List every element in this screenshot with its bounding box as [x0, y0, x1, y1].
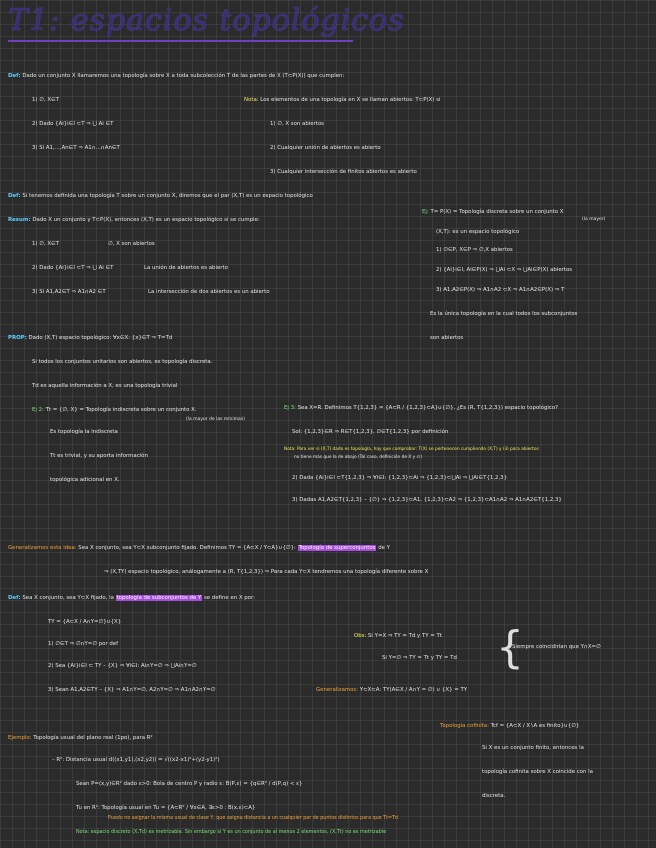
ex-top-heading [422, 210, 563, 216]
ex2-sub: (la mayor de las mínimas) [186, 417, 245, 422]
def1-text: Dado un conjunto X llamaremos una topología sobre X a toda subcolección T de las partes de X (T⊂P(X)) que cumplen: [22, 73, 345, 79]
def3-text: Sea X conjunto, sea Y⊂X fijado, la [22, 595, 114, 601]
def2-text: Si tenemos definida una topología T sobre un conjunto X, diremos que el par (X,T) es un espacio topológico [22, 193, 313, 199]
def1-label: Def: [8, 73, 21, 79]
euclid-line-1: – R²: Distancia usual d((x1,y1),(x2,y2)) = √((x2-x1)²+(y2-y1)²) [52, 757, 220, 763]
def1-item-2: 2) Dado {Ai}i∈I ⊂T ⇒ ⋃ Ai ∈T [32, 121, 114, 127]
gen-line-2: ⇒ (X,TY) espacio topológico, análogamente a (R, T{1,2,3}) ⇒ Para cada Y⊂X tendremos una topología diferente sobre X [104, 569, 429, 575]
ex3-text: Sea X=R. Definimos T{1,2,3} = {A⊂R / {1,2,3}⊂A}∪{∅}, ¿Es (R, T{1,2,3}) espacio topológico? [297, 405, 559, 411]
def3-heading [8, 596, 255, 602]
def3-item-1: 1) ∅∈T ⇒ ∅∩Y=∅ por def [48, 641, 119, 647]
resumen-item-3: 3) Si A1,A2∈T ⇒ A1∩A2 ∈T [32, 289, 106, 295]
gen-heading [8, 546, 390, 552]
resumen-heading [8, 218, 260, 224]
ex2-text: Tt = {∅, X} = Topología indiscreta sobre un conjunto X. [45, 407, 197, 413]
ex3-note: Nota: Para ver si (X,T) dado es topología, hay que comprobar: T(X) se pertenecen cumpliendo (X,T) y (ii) para abiertos [284, 447, 539, 452]
obs-label: Obs: [354, 633, 367, 639]
ex3-line-2: 2) Dada {Ai}i∈I ⊂T{1,2,3} ⇒ ∀i∈I: {1,2,3}⊂Ai ⇒ {1,2,3}⊂⋃Ai ⇒ ⋃Ai∈T{1,2,3} [292, 475, 508, 481]
gen2-text: Y⊂X⊂A: TY(A∈X / A∩Y = ∅) ∪ {X} = TY [359, 687, 468, 693]
note1-item-3: 3) Cualquier intersección de finitos abiertos es abierto [270, 169, 417, 175]
cofinite-line-2: topología cofinita sobre X coincide con la [482, 769, 593, 775]
resumen-item-2: 2) Dado {Ai}i∈I ⊂T ⇒ ⋃ Ai ∈T [32, 265, 114, 271]
euclid-label: Ejemplo: [8, 735, 32, 741]
euclid-line-2: Sean P=(x,y)∈R² dado ε>0: Bola de centro P y radio ε: B(P,ε) = {q∈R² / d(P,q) < ε} [76, 781, 303, 787]
resumen-item-2-note: La unión de abiertos es abierto [144, 265, 228, 271]
cofinite-line-3: discreta. [482, 793, 506, 799]
def2-label: Def: [8, 193, 21, 199]
note1-label: Nota: [244, 97, 259, 103]
ex2-line-1: Es topología la indiscreta [50, 429, 118, 435]
obs-line-1 [354, 634, 442, 640]
note1-item-1: 1) ∅, X son abiertos [270, 121, 324, 127]
def3-item-0: TY = {A⊂X / A∩Y=∅}∪{X} [48, 619, 122, 625]
ex3-label: Ej 3: [284, 405, 296, 411]
prop-line-1: Si todos los conjuntos unitarios son abiertos, es topología discreta. [32, 359, 213, 365]
prop-text: Dado (X,T) espacio topológico: ∀x∈X: {x}∈T ⇒ T=Td [28, 335, 173, 341]
ex-top-item-3: 3) A1,A2∈P(X) ⇒ A1∩A2 ⊂X ⇒ A1∩A2∈P(X) ⇒ T [436, 287, 565, 293]
resumen-item-1: 1) ∅, X∈T [32, 241, 60, 247]
euclid-line-3: Tu en R²: Topología usual en Tu = {A⊂R² / ∀x∈A, ∃ε>0 : B(x,ε)⊂A} [76, 805, 256, 811]
gen-tail: de Y [378, 545, 390, 551]
note1-text: Los elementos de una topología en X se llaman abiertos: T⊂P(X) si [260, 97, 441, 103]
ex-top-item-1: 1) ∅∈P, X∈P ⇒ ∅,X abiertos [436, 247, 513, 253]
cofinite-label: Topología cofinita: [440, 723, 489, 729]
ex2-line-3: topológica adicional en X. [50, 477, 120, 483]
note1-item-2: 2) Cualquier unión de abiertos es abierto [270, 145, 381, 151]
ex-top-sub: (la mayor) [582, 217, 606, 222]
ex2-heading [32, 408, 197, 414]
ex2-line-2: Tt es trivial, y su aporta información [50, 453, 148, 459]
ex3-heading [284, 406, 558, 412]
ex-top-item-2: 2) {Ai}i∈I, Ai∈P(X) ⇒ ⋃Ai ⊂X ⇒ ⋃Ai∈P(X) abiertos [436, 267, 573, 273]
prop-line-2: Td es aquella información a X, es una topología trivial [32, 383, 178, 389]
euclid-green-note: Nota: espacio discreto (X,Td) es metrizable. Sin embargo si Y es un conjunto de al menos 2 elementos, (X,Tt) no es metrizable [76, 829, 387, 835]
gen-label: Generalizamos esta idea: [8, 545, 77, 551]
euclid-heading [8, 736, 153, 742]
def3-tail: se define en X por: [203, 595, 255, 601]
resumen-item-3-note: La intersección de dos abiertos es un abierto [148, 289, 270, 295]
prop-label: PROP: [8, 335, 27, 341]
title-underline [8, 40, 353, 42]
resumen-label: Resum: [8, 217, 31, 223]
resumen-item-1-note: ∅, X son abiertos [108, 241, 155, 247]
def3-label: Def: [8, 595, 21, 601]
euclid-text: Topología usual del plano real (1po), para R² [33, 735, 153, 741]
def2-heading [8, 194, 313, 200]
euclid-orange-note: Puedo no asignar la misma usual de clase Y, que asigna distancia a un cualquier par de puntos distintos para que Tt=Td [108, 816, 398, 821]
cofinite-line-1: Si X es un conjunto finito, entonces la [482, 745, 584, 751]
def3-item-2: 2) Sea {Ai}i∈I ⊂ TY – {X} ⇒ ∀i∈I: Ai∩Y=∅ ⇒ ⋃Ai∩Y=∅ [48, 663, 197, 669]
ex2-label: Ej 2: [32, 407, 44, 413]
gen-text: Sea X conjunto, sea Y⊂X subconjunto fijado. Definimos TY = {A⊂X / Y⊂A}∪{∅}: [78, 545, 296, 551]
gen2-label: Generalizamos: [316, 687, 359, 693]
obs-line-1-text: Si Y=X ⇒ TY = Td y TY = Tt [368, 633, 442, 639]
ex-top-text: T= P(X) = Topología discreta sobre un conjunto X [430, 209, 564, 215]
def1-heading [8, 74, 344, 80]
resumen-text: Dado X un conjunto y T⊂P(X), entonces (X,T) es un espacio topológico si se cumple: [32, 217, 260, 223]
cofinite-heading [440, 724, 579, 730]
page-title: T1: espacios topológicos [8, 3, 405, 38]
obs-side: Siempre coincidirían que Y∩X=∅ [512, 644, 601, 650]
note1-heading [244, 98, 440, 104]
prop-heading [8, 336, 172, 342]
def1-item-3: 3) Si A1,...,An∈T ⇒ A1∩...∩An∈T [32, 145, 120, 151]
obs-line-2: Si Y=∅ ⇒ TY = Tt y TY = Td [382, 655, 457, 661]
obs-brace: { [496, 622, 524, 673]
gen2-heading [316, 688, 467, 694]
gen-highlight: Topología de superconjuntos [298, 545, 376, 551]
ex3-line-1: Sol: {1,2,3}∈R ⇒ R∈T{1,2,3}, ∅∈T{1,2,3} por definición [292, 429, 449, 435]
ex-top-tail-2: son abiertos [430, 335, 464, 341]
cofinite-text: Tcf = {A⊂X / X∖A es finito}∪{∅} [490, 723, 580, 729]
ex3-note-2: no tiene más que la de abajo (Tal caso, definición de X y ∅) [294, 455, 422, 460]
ex-top-sub2: (X,T): es un espacio topológico [436, 229, 520, 235]
ex3-line-3: 3) Dadas A1,A2∈T{1,2,3} – {∅} ⇒ {1,2,3}⊂A1, {1,2,3}⊂A2 ⇒ {1,2,3}⊂A1∩A2 ⇒ A1∩A2∈T{1,2,3} [292, 497, 562, 503]
def3-highlight: topología de subconjuntos de Y [116, 595, 202, 601]
def1-item-1: 1) ∅, X∈T [32, 97, 60, 103]
ex-top-tail-1: Es la única topología en la cual todos los subconjuntos [430, 311, 578, 317]
ex-top-label: Ej: [422, 209, 429, 215]
def3-item-3: 3) Sean A1,A2∈TY – {X} ⇒ A1∩Y=∅, A2∩Y=∅ ⇒ A1∩A2∩Y=∅ [48, 687, 216, 693]
